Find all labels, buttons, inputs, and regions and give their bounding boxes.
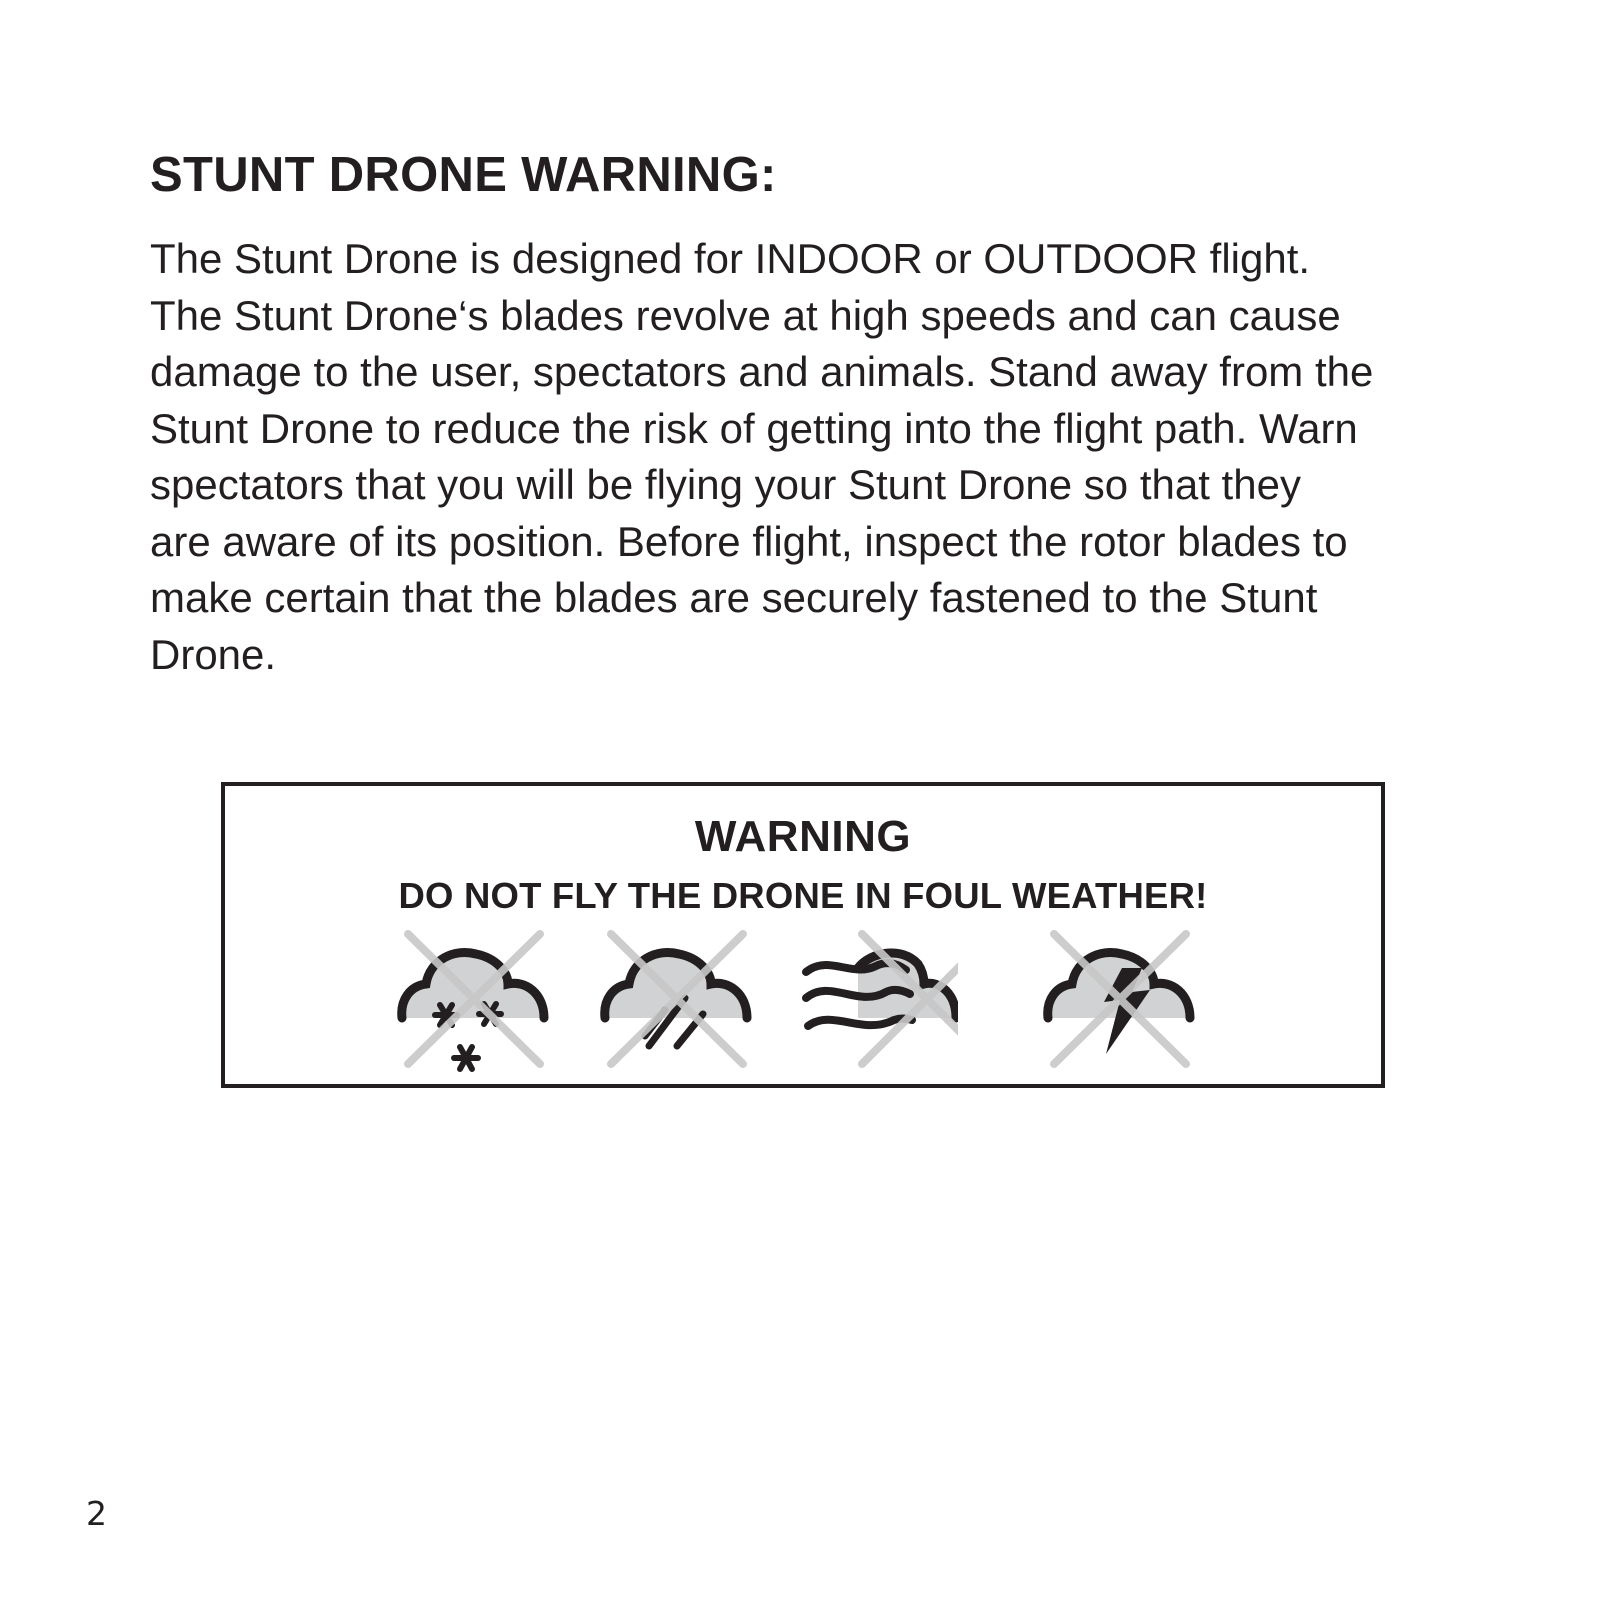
snow-cloud-icon: [396, 928, 552, 1088]
page-number: 2: [86, 1494, 107, 1533]
warning-paragraph: [150, 231, 1490, 683]
warning-title: WARNING: [694, 812, 912, 861]
page-title: STUNT DRONE WARNING:: [150, 148, 777, 202]
warning-subtitle: DO NOT FLY THE DRONE IN FOUL WEATHER!: [398, 875, 1208, 916]
paragraph-line: Stunt Drone to reduce the risk of getting into the flight path. Warn: [150, 404, 1358, 452]
paragraph-line: Drone.: [150, 630, 277, 678]
wind-cloud-icon: [802, 928, 958, 1088]
paragraph-line: damage to the user, spectators and animals. Stand away from the: [150, 348, 1374, 395]
weather-warning-box: [221, 782, 1385, 1088]
paragraph-line: make certain that the blades are securely fastened to the Stunt: [150, 574, 1318, 621]
paragraph-line: The Stunt Drone is designed for INDOOR or OUTDOOR flight.: [150, 235, 1311, 282]
paragraph-line: spectators that you will be flying your Stunt Drone so that they: [150, 461, 1301, 508]
rain-cloud-icon: [599, 928, 755, 1088]
paragraph-line: The Stunt Drone‘s blades revolve at high speeds and can cause: [150, 291, 1341, 339]
paragraph-line: are aware of its position. Before flight, inspect the rotor blades to: [150, 517, 1348, 565]
thunderstorm-cloud-icon: [1042, 928, 1198, 1088]
